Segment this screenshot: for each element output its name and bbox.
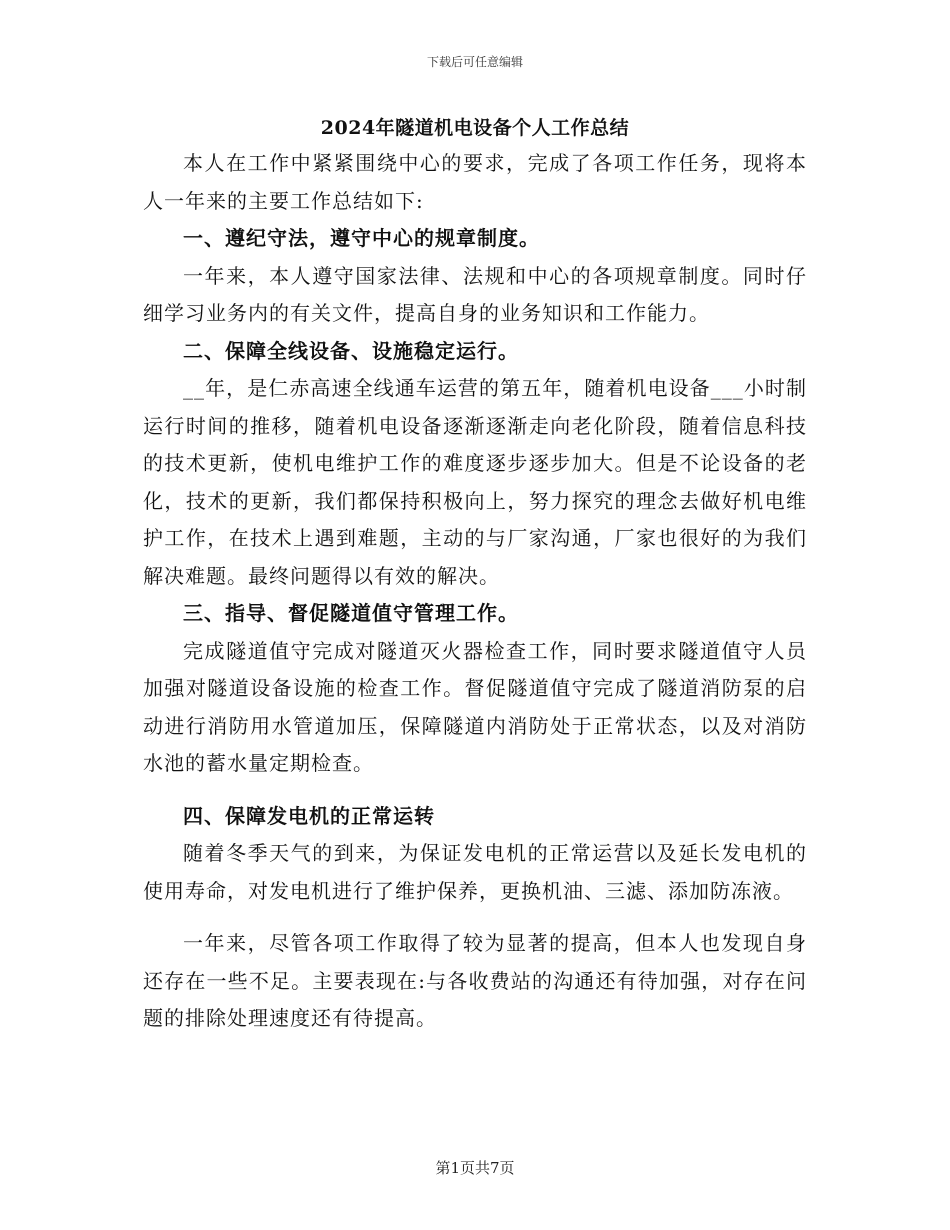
section-4-heading: 四、保障发电机的正常运转 <box>183 803 435 828</box>
section-1-body: 一年来，本人遵守国家法律、法规和中心的各项规章制度。同时仔细学习业务内的有关文件，提高自身的业务知识和工作能力。 <box>143 263 807 325</box>
intro-paragraph: 本人在工作中紧紧围绕中心的要求，完成了各项工作任务，现将本人一年来的主要工作总结如下: <box>143 151 807 213</box>
section-3-heading: 三、指导、督促隧道值守管理工作。 <box>183 601 519 625</box>
section-2-heading: 二、保障全线设备、设施稳定运行。 <box>183 338 519 363</box>
header-note: 下载后可任意编辑 <box>426 55 523 69</box>
document-body <box>143 145 807 1038</box>
section-4-body: 随着冬季天气的到来，为保证发电机的正常运营以及延长发电机的使用寿命，对发电机进行了维护保养，更换机油、三滤、添加防冻液。 <box>143 841 807 903</box>
section-3-body: 完成隧道值守完成对隧道灭火器检查工作，同时要求隧道值守人员加强对隧道设备设施的检查工作。督促隧道值守完成了隧道消防泵的启动进行消防用水管道加压，保障隧道内消防处于正常状态，以及对消防水池的蓄水量定期检查。 <box>143 638 807 775</box>
closing-paragraph: 一年来，尽管各项工作取得了较为显著的提高，但本人也发现自身还存在一些不足。主要表现在:与各收费站的沟通还有待加强，对存在问题的排除处理速度还有待提高。 <box>143 931 807 1030</box>
page-number-footer: 第1页共7页 <box>435 1159 515 1177</box>
document-title: 2024年隧道机电设备个人工作总结 <box>320 117 630 139</box>
section-1-heading: 一、遵纪守法，遵守中心的规章制度。 <box>183 226 540 250</box>
section-2-body: __年，是仁赤高速全线通车运营的第五年，随着机电设备___小时制运行时间的推移，随着机电设备逐渐逐渐走向老化阶段，随着信息科技的技术更新，使机电维护工作的难度逐步逐步加大。但是不论设备的老化，技术的更新，我们都保持积极向上，努力探究的理念去做好机电维护工作，在技术上遇到难题，主动的与厂家沟通，厂家也很好的为我们解决难题。最终问题得以有效的解决。 <box>143 376 807 588</box>
